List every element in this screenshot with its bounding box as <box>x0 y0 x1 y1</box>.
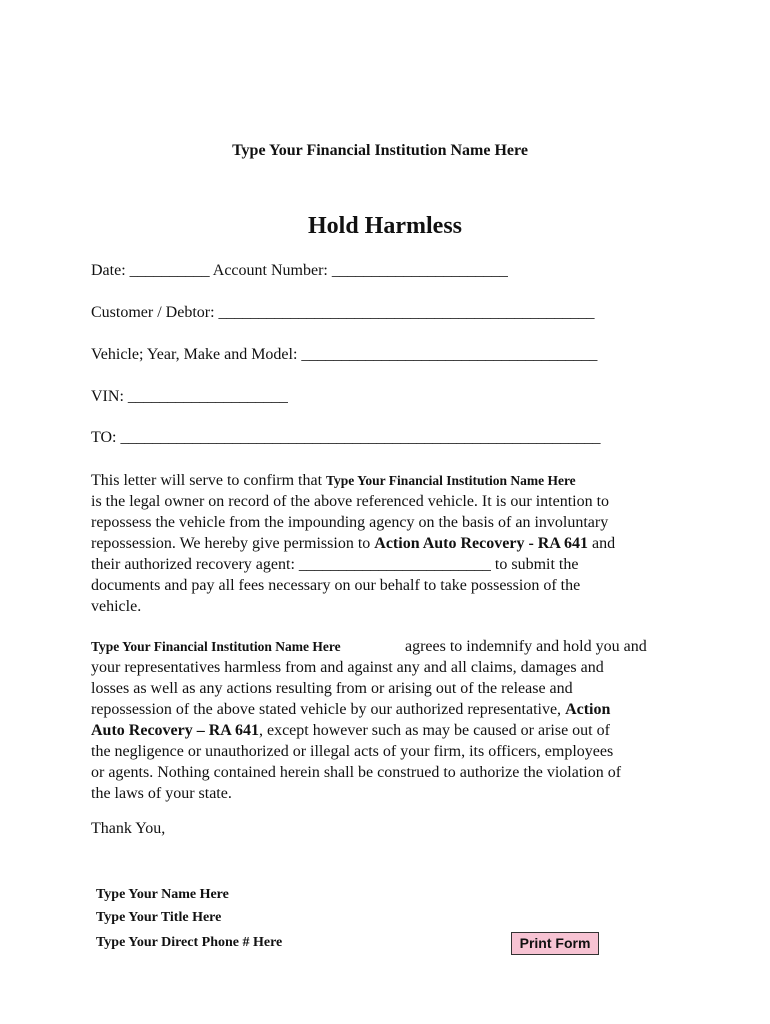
paragraph-text: losses as well as any actions resulting from or arising out of the release and <box>91 680 573 697</box>
paragraph-text: repossession of the above stated vehicle by our authorized representative, <box>91 701 566 718</box>
company-name: Action <box>565 701 611 718</box>
paragraph-text: and <box>588 535 616 552</box>
customer-debtor-line[interactable]: Customer / Debtor: _______________________________________________ <box>91 304 595 321</box>
institution-name-inline-field[interactable]: Type Your Financial Institution Name Here <box>326 473 576 488</box>
date-account-line[interactable]: Date: __________ Account Number: ______________________ <box>91 262 508 279</box>
paragraph-text: is the legal owner on record of the above referenced vehicle. It is our intention to <box>91 493 610 510</box>
institution-name-inline-field[interactable]: Type Your Financial Institution Name Here <box>91 639 341 654</box>
print-form-button[interactable]: Print Form <box>511 932 599 955</box>
paragraph-text: , except however such as may be caused or arise out of <box>258 722 610 739</box>
signer-name-field[interactable]: Type Your Name Here <box>96 887 229 902</box>
paragraph-text: vehicle. <box>91 598 142 615</box>
paragraph-text: the laws of your state. <box>91 785 232 802</box>
vin-line[interactable]: VIN: ____________________ <box>91 388 288 405</box>
paragraph-text: repossession. We hereby give permission to <box>91 535 375 552</box>
paragraph-text: agrees to indemnify and hold you and <box>405 638 647 655</box>
indemnity-paragraph <box>91 636 691 804</box>
closing-text: Thank You, <box>91 820 166 837</box>
paragraph-text: This letter will serve to confirm that <box>91 472 327 489</box>
signer-title-field[interactable]: Type Your Title Here <box>96 910 222 925</box>
institution-name-field[interactable]: Type Your Financial Institution Name Here <box>232 142 528 159</box>
document-title: Hold Harmless <box>308 213 462 239</box>
paragraph-text: the negligence or unauthorized or illegal acts of your firm, its officers, employees <box>91 743 614 760</box>
vehicle-line[interactable]: Vehicle; Year, Make and Model: _____________________________________ <box>91 346 598 363</box>
paragraph-text: repossess the vehicle from the impounding agency on the basis of an involuntary <box>91 514 609 531</box>
to-line[interactable]: TO: ____________________________________________________________ <box>91 429 601 446</box>
company-name: Action Auto Recovery - RA 641 <box>374 535 589 552</box>
paragraph-text: your representatives harmless from and against any and all claims, damages and <box>91 659 604 676</box>
confirmation-paragraph <box>91 470 691 617</box>
paragraph-text: documents and pay all fees necessary on our behalf to take possession of the <box>91 577 581 594</box>
paragraph-text: or agents. Nothing contained herein shall be construed to authorize the violation of <box>91 764 622 781</box>
company-name: Auto Recovery – RA 641 <box>91 722 259 739</box>
signer-phone-field[interactable]: Type Your Direct Phone # Here <box>96 935 283 950</box>
recovery-agent-line[interactable]: their authorized recovery agent: ________________________ to submit the <box>91 556 579 573</box>
